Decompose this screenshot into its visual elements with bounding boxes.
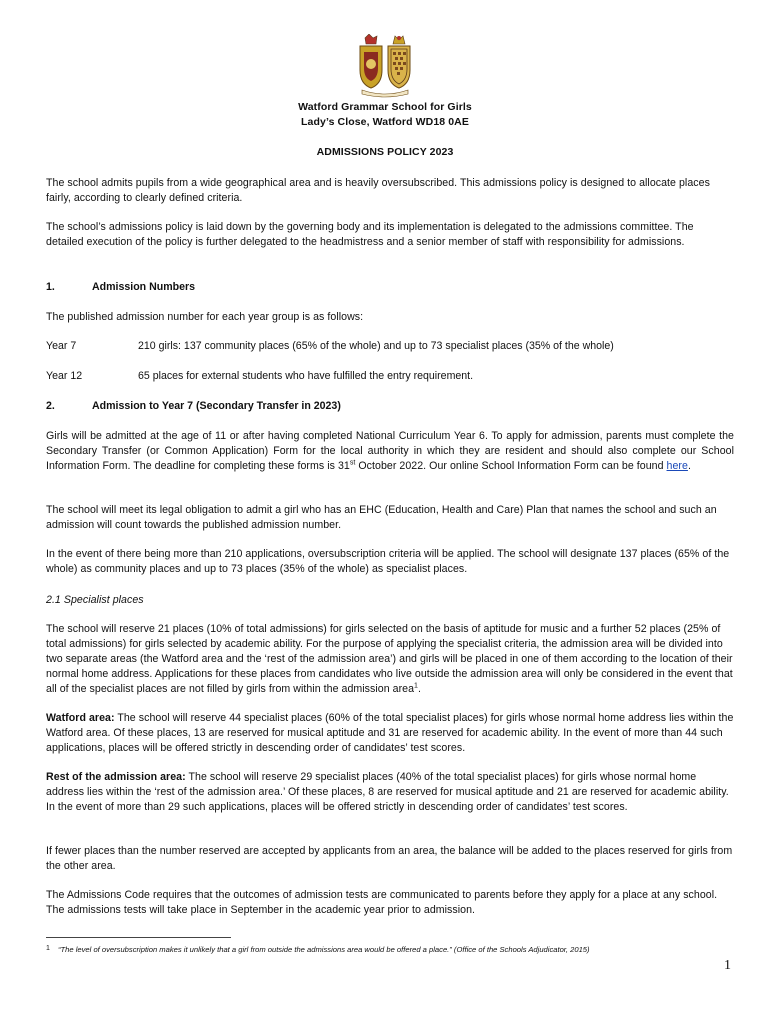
text-span: Girls will be admitted at the age of 11 or after having completed National Curriculum Year 6. To apply for admission, parents must complete the Secondary Transfer (or Common Application) Form for the local authority in which they are resident and should also complete our School Information Form. The deadline for completing these forms is 31 bbox=[46, 430, 734, 472]
page-number: 1 bbox=[724, 958, 731, 973]
section-2-paragraph-1 bbox=[46, 429, 734, 474]
school-crest-icon bbox=[352, 34, 418, 98]
section-1-intro: The published admission number for each year group is as follows: bbox=[46, 311, 364, 323]
subsection-2-1-paragraph-1 bbox=[46, 622, 734, 697]
subsection-2-1-paragraph-4: If fewer places than the number reserved are accepted by applicants from an area, the balance will be added to the places reserved for girls from the other area. bbox=[46, 845, 733, 872]
superscript: st bbox=[349, 459, 356, 467]
text-span: . bbox=[418, 683, 421, 695]
section-2-heading bbox=[46, 400, 341, 412]
footnote-reference: 1 bbox=[414, 682, 418, 690]
footnote-text: “The level of oversubscription makes it unlikely that a girl from outside the admissions area would be offered a place.” (Office of the Schools Adjudicator, 2015) bbox=[58, 945, 590, 954]
watford-area-label: Watford area: bbox=[46, 712, 115, 724]
footnote-divider bbox=[46, 937, 231, 938]
text-span: The school will reserve 21 places (10% of total admissions) for girls selected on the basis of aptitude for music and a further 52 places (25% of total admissions) for girls selected by academic ability. For the purpose of applying the specialist criteria, the admission area will be divided into two separate areas (the Watford area and the ‘rest of the admission area’) and girls will be placed in one of them according to the location of their normal home address. Applications for these places from candidates who live outside the admission area will only be considered in the event that all of the specialist places are not filled by girls from within the admission area bbox=[46, 623, 733, 695]
section-1-heading bbox=[46, 281, 195, 293]
footnote bbox=[46, 945, 590, 954]
text-span: The school will reserve 44 specialist places (60% of the total specialist places) for girls whose normal home address lies within the Watford area. Of these places, 13 are reserved for musical aptitude and 31 are reserved for academic ability. In the event of more than 44 such applications, places will be offered strictly in descending order of candidates’ test scores. bbox=[46, 712, 734, 754]
section-2-paragraph-3: In the event of there being more than 210 applications, oversubscription criteria will be applied. The school will designate 137 places (65% of the whole) as community places and up to 73 places (35% of the whole) as specialist places. bbox=[46, 548, 730, 575]
school-address: Lady’s Close, Watford WD18 0AE bbox=[301, 116, 469, 128]
section-1-title: Admission Numbers bbox=[92, 281, 196, 293]
row-text: 210 girls: 137 community places (65% of the whole) and up to 73 specialist places (35% of the whole) bbox=[138, 340, 614, 352]
admission-row-year12 bbox=[46, 370, 473, 382]
section-1-number: 1. bbox=[46, 281, 55, 293]
row-text: 65 places for external students who have fulfilled the entry requirement. bbox=[138, 370, 474, 382]
footnote-mark: 1 bbox=[46, 945, 50, 952]
text-span: . bbox=[687, 460, 691, 472]
section-2-paragraph-2: The school will meet its legal obligation to admit a girl who has an EHC (Education, Health and Care) Plan that names the school and such an admission will count towards the published admission number. bbox=[46, 504, 717, 531]
policy-title: ADMISSIONS POLICY 2023 bbox=[316, 146, 454, 158]
section-2-number: 2. bbox=[46, 400, 55, 412]
section-2-title: Admission to Year 7 (Secondary Transfer in 2023) bbox=[92, 400, 341, 412]
rest-of-area-paragraph bbox=[46, 770, 734, 815]
text-span: October 2022. Our online School Information Form can be found bbox=[355, 460, 667, 472]
intro-paragraph-2: The school’s admissions policy is laid down by the governing body and its implementation is delegated to the admissions committee. The detailed execution of the policy is further delegated to the headmistress and a senior member of staff with responsibility for admissions. bbox=[46, 221, 694, 248]
subsection-2-1-title: 2.1 Specialist places bbox=[46, 594, 144, 606]
school-name: Watford Grammar School for Girls bbox=[298, 101, 472, 113]
admission-row-year7 bbox=[46, 340, 614, 352]
rest-of-area-label: Rest of the admission area: bbox=[46, 771, 186, 783]
row-label: Year 7 bbox=[46, 340, 77, 352]
information-form-link[interactable]: here bbox=[666, 460, 688, 472]
row-label: Year 12 bbox=[46, 370, 83, 382]
intro-paragraph-1: The school admits pupils from a wide geographical area and is heavily oversubscribed. This admissions policy is designed to allocate places fairly, according to clearly defined criteria. bbox=[46, 177, 710, 204]
subsection-2-1-paragraph-5: The Admissions Code requires that the outcomes of admission tests are communicated to parents before they apply for a place at any school. The admissions tests will take place in September in the academic year prior to admission. bbox=[46, 889, 718, 916]
text-span: The school will reserve 29 specialist places (40% of the total specialist places) for girls whose normal home address lies within the ‘rest of the admission area.’ Of these places, 8 are reserved for musical aptitude and 21 are reserved for academic ability. In the event of more than 29 such applications, places will be offered strictly in descending order of candidates’ test scores. bbox=[46, 771, 729, 813]
watford-area-paragraph bbox=[46, 711, 734, 756]
